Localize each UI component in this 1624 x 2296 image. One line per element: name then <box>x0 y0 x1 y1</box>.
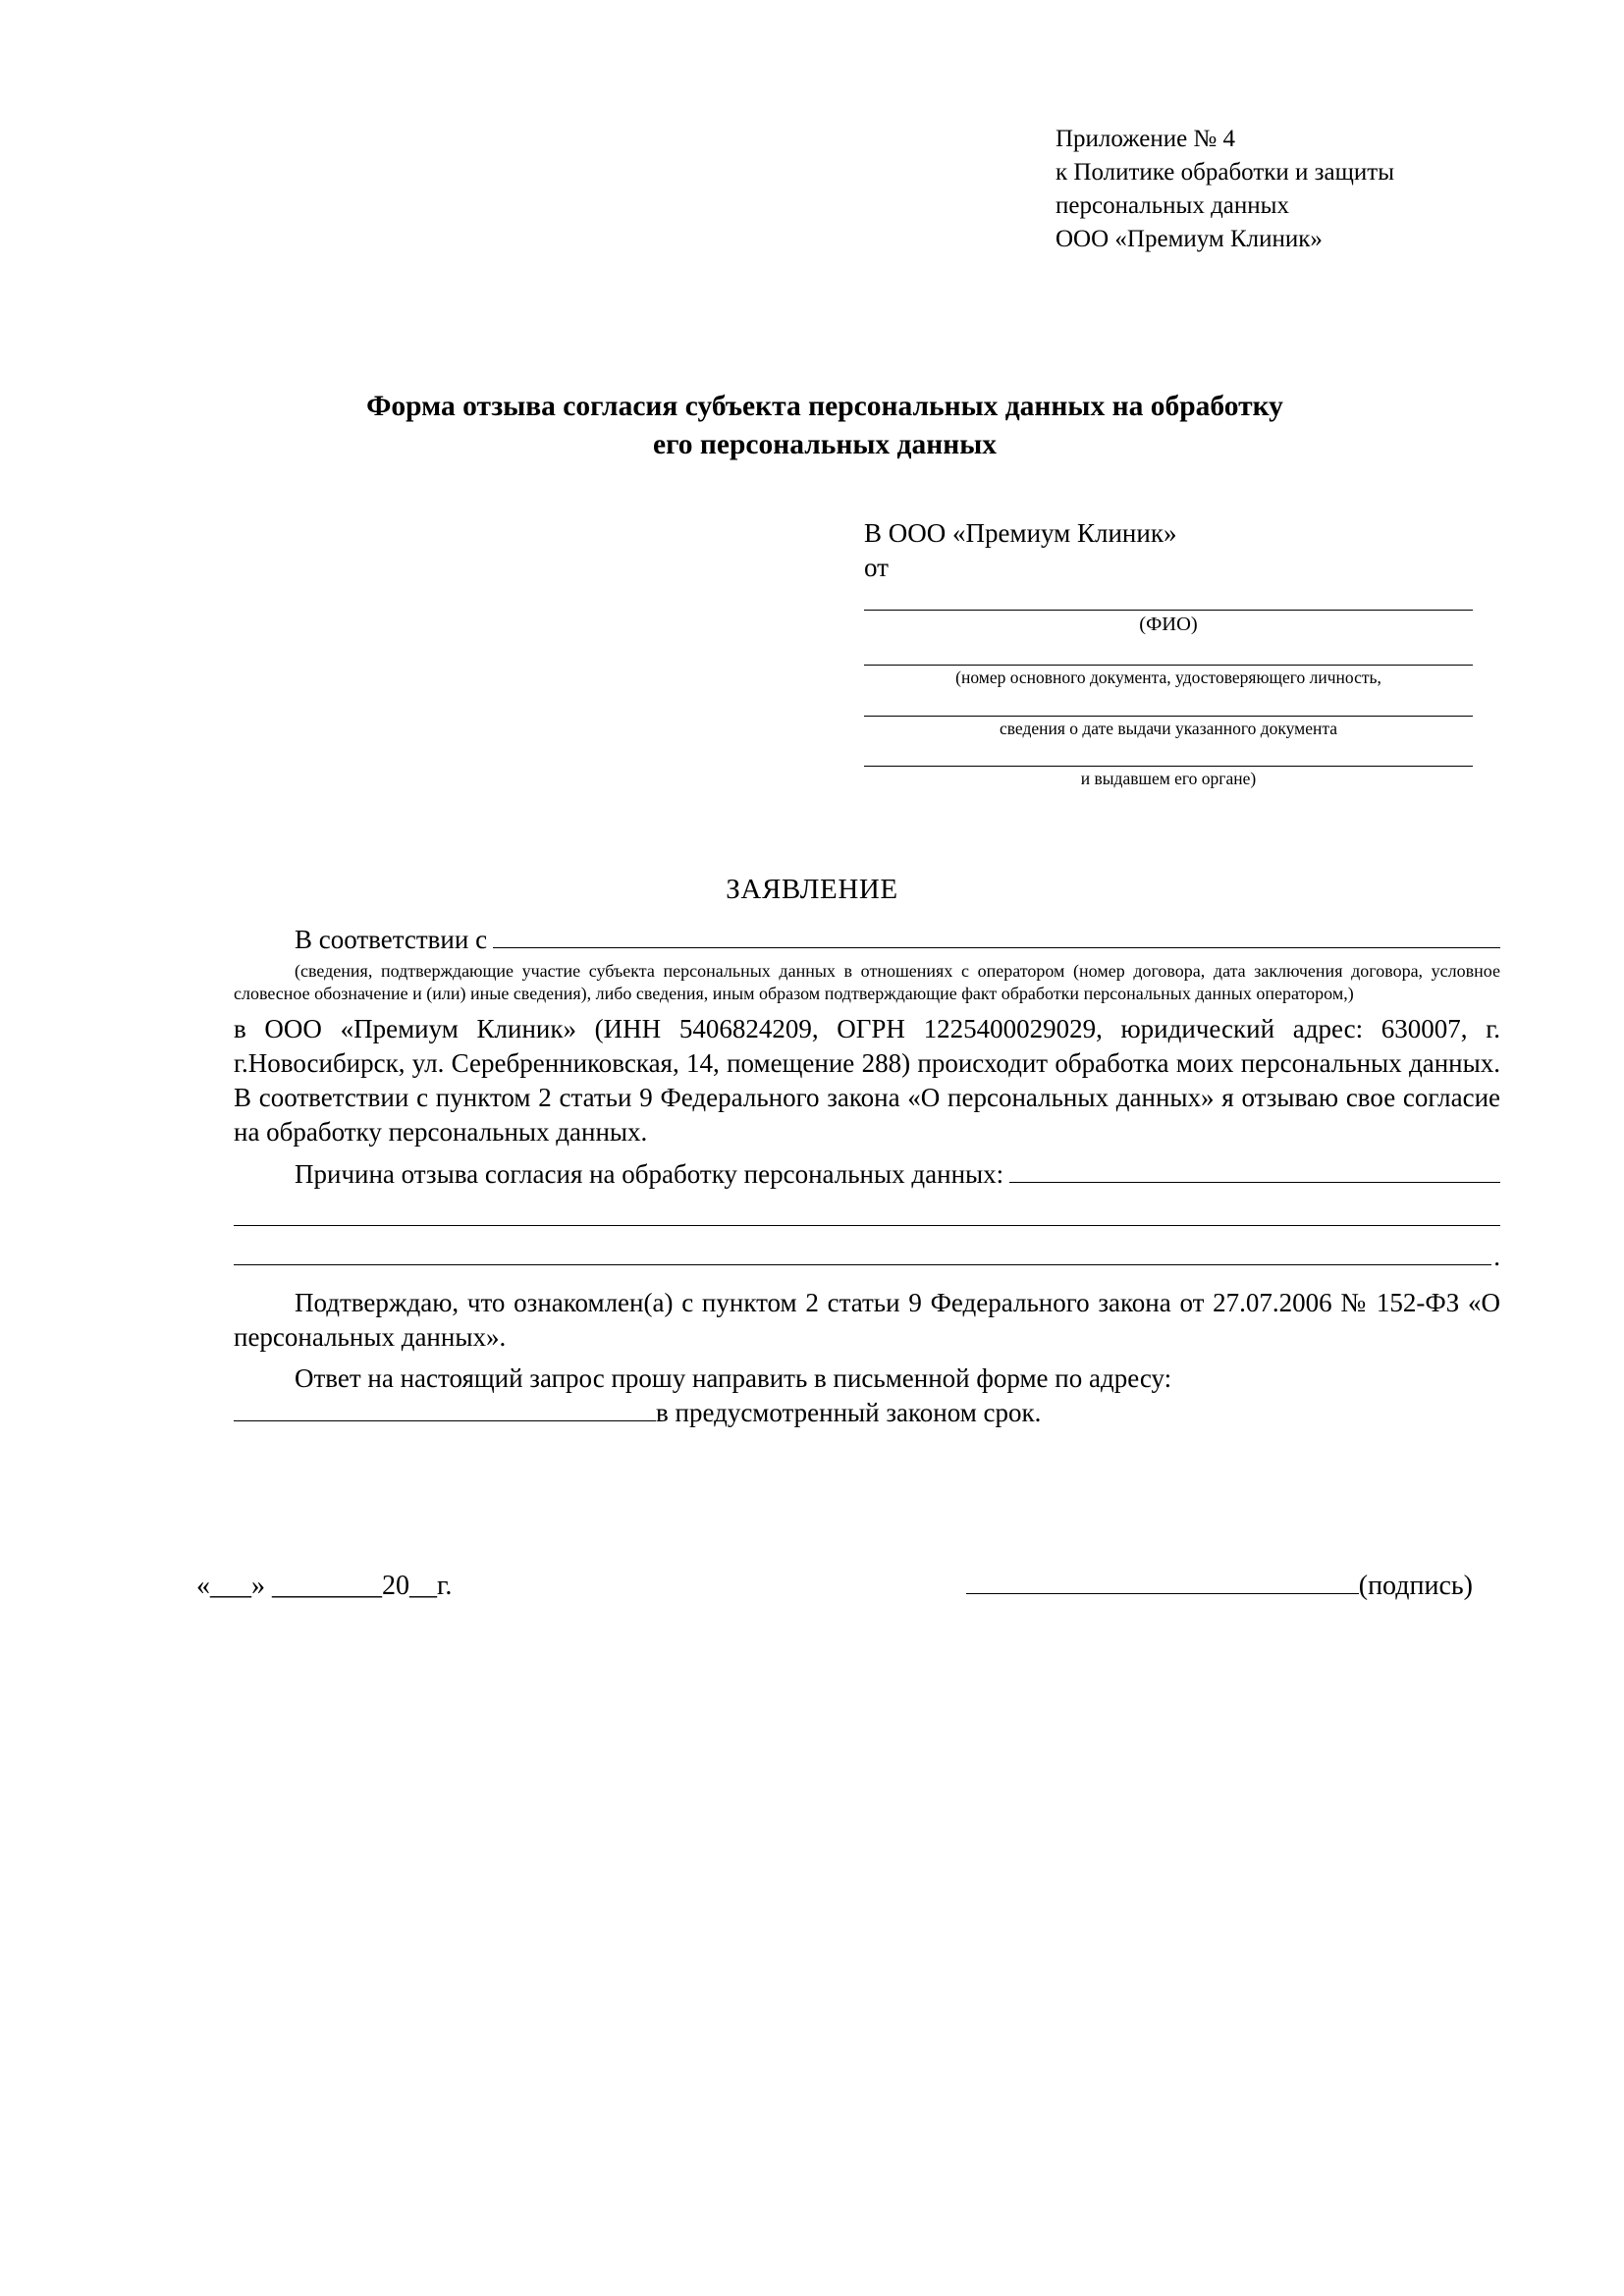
signature-row <box>196 1571 1473 1602</box>
field-document-issuer-caption: и выдавшем его органе) <box>1080 769 1257 789</box>
in-accordance-label: В соответствии с <box>295 925 488 954</box>
field-fio-caption: (ФИО) <box>1139 614 1198 635</box>
reason-input-line-1[interactable] <box>1009 1162 1500 1183</box>
confirm-paragraph: Подтверждаю, что ознакомлен(а) с пунктом 2 статьи 9 Федерального закона от 27.07.2006 № 152-ФЗ «О персональных данных». <box>234 1287 1500 1352</box>
signature-caption: (подпись) <box>1358 1571 1473 1601</box>
field-document-number-line[interactable] <box>864 640 1473 666</box>
in-accordance-note <box>234 960 1500 1005</box>
field-document-date-caption: сведения о дате выдачи указанного документа <box>999 718 1337 738</box>
answer-address-input-line[interactable] <box>234 1401 656 1421</box>
field-document-number-caption: (номер основного документа, удостоверяющего личность, <box>955 667 1381 687</box>
reason-label: Причина отзыва согласия на обработку персональных данных: <box>295 1158 1004 1189</box>
in-accordance-note-text: (сведения, подтверждающие участие субъекта персональных данных в отношениях с оператором (номер договора, дата заключения договора, условное словесное обозначение и (или) иные сведения), либо сведения, иным образом подтверждающие факт обработки персональных данных оператором,) <box>234 961 1500 1004</box>
appendix-header-line-2: к Политике обработки и защиты <box>1056 159 1395 186</box>
appendix-header-line-1: Приложение № 4 <box>1056 126 1236 152</box>
appendix-header-line-3: персональных данных <box>1056 192 1289 219</box>
page-title <box>236 388 1414 464</box>
page-title-line-2: его персональных данных <box>653 429 997 461</box>
field-document-issuer-line[interactable] <box>864 741 1473 767</box>
in-accordance-input-line[interactable] <box>493 928 1500 948</box>
in-accordance-row[interactable] <box>234 923 1500 957</box>
addressee-from-label: от <box>864 553 889 582</box>
statement-heading: ЗАЯВЛЕНИЕ <box>726 874 898 905</box>
field-document-number[interactable] <box>864 640 1473 689</box>
reason-end-dot: . <box>1493 1241 1500 1271</box>
main-paragraph: в ООО «Премиум Клиник» (ИНН 5406824209, ОГРН 1225400029029, юридический адрес: 630007, г. г.Новосибирск, ул. Серебренниковская, 14, помещение 288) происходит обработка моих персональных данных. В соответствии с пунктом 2 статьи 9 Федерального закона «О персональных данных» я отзываю свое согласие на обработку персональных данных. <box>234 1014 1500 1148</box>
field-fio-line[interactable] <box>864 585 1473 611</box>
addressee-organization: В ООО «Премиум Клиник» <box>864 518 1177 548</box>
field-document-issuer[interactable] <box>864 741 1473 790</box>
answer-address-row[interactable] <box>234 1396 1500 1430</box>
appendix-header <box>1056 123 1566 256</box>
field-document-date-line[interactable] <box>864 691 1473 717</box>
reason-input-line-3-row[interactable] <box>234 1240 1500 1274</box>
signature-input-line[interactable] <box>966 1574 1359 1594</box>
answer-paragraph: Ответ на настоящий запрос прошу направить в письменной форме по адресу: <box>295 1362 1172 1393</box>
reason-input-line-2[interactable] <box>234 1192 1500 1226</box>
reason-row[interactable] <box>234 1157 1500 1192</box>
document-body <box>234 923 1500 1430</box>
answer-address-tail: в предусмотренный законом срок. <box>656 1398 1042 1427</box>
addressee-block <box>864 518 1473 790</box>
signature-field[interactable] <box>966 1571 1473 1602</box>
field-fio[interactable] <box>864 585 1473 638</box>
page-title-line-1: Форма отзыва согласия субъекта персональных данных на обработку <box>366 391 1283 422</box>
signature-date-field[interactable]: «___» ________20__г. <box>196 1571 453 1601</box>
field-document-date[interactable] <box>864 691 1473 740</box>
appendix-header-line-4: ООО «Премиум Клиник» <box>1056 226 1323 252</box>
reason-input-line-3[interactable] <box>234 1245 1491 1265</box>
